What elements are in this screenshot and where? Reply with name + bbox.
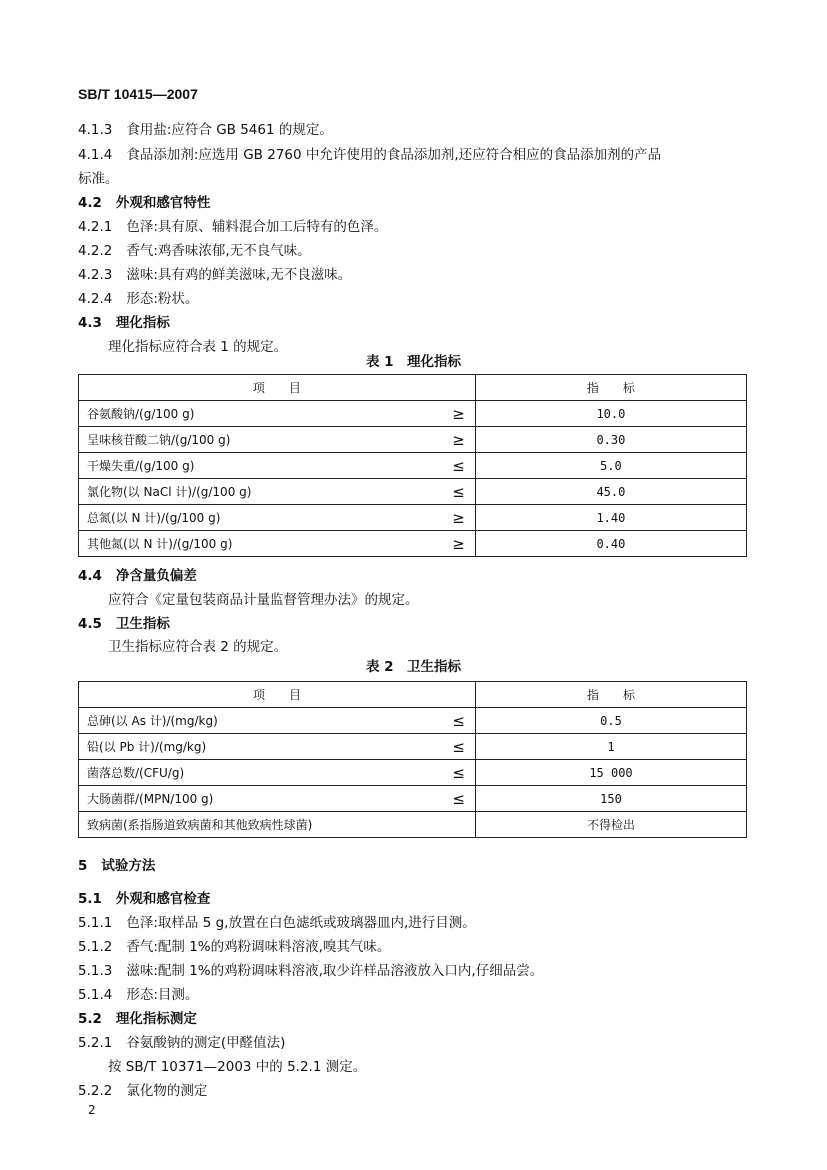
table-row	[79, 505, 747, 531]
row-comparator: ≤	[426, 479, 476, 505]
row-comparator: ≤	[426, 453, 476, 479]
row-comparator: ≤	[426, 734, 476, 760]
clause-number: 5.2	[78, 1011, 102, 1027]
clause-number: 4.2.4	[78, 291, 113, 307]
row-item: 菌落总数/(CFU/g)	[79, 760, 426, 786]
clause-number: 4.2	[78, 195, 102, 211]
clause-text: 形态:目测。	[126, 987, 199, 1003]
clause-number: 5.1.4	[78, 987, 113, 1003]
clause-number: 4.5	[78, 616, 102, 632]
row-value: 15 000	[476, 760, 747, 786]
clause-5-1-3	[78, 961, 543, 981]
row-value: 不得检出	[476, 812, 747, 838]
table-header-row	[79, 682, 747, 708]
clause-4-2-3	[78, 265, 351, 285]
table-row	[79, 453, 747, 479]
row-value: 1.40	[475, 505, 746, 531]
table-row	[79, 427, 747, 453]
clause-text: 滋味:配制 1%的鸡粉调味料溶液,取少许样品溶液放入口内,仔细品尝。	[126, 963, 544, 979]
page-number: 2	[88, 1103, 96, 1117]
table-row	[79, 708, 747, 734]
row-item: 其他氮(以 N 计)/(g/100 g)	[79, 531, 426, 557]
clause-text: 滋味:具有鸡的鲜美滋味,无不良滋味。	[126, 267, 352, 283]
clause-number: 4.2.1	[78, 219, 113, 235]
document-code: SB/T 10415—2007	[78, 86, 198, 102]
clause-number: 4.2.3	[78, 267, 113, 283]
clause-5-2	[78, 1009, 197, 1029]
row-item: 谷氨酸钠/(g/100 g)	[79, 401, 426, 427]
clause-heading: 理化指标测定	[115, 1011, 197, 1027]
clause-text: 食品添加剂:应选用 GB 2760 中允许使用的食品添加剂,还应符合相应的食品添加剂的产品	[126, 147, 662, 163]
clause-heading: 试验方法	[101, 858, 156, 874]
table-row	[79, 812, 747, 838]
table-header-row	[79, 375, 747, 401]
row-value: 0.40	[475, 531, 746, 557]
clause-number: 5.1.1	[78, 915, 113, 931]
clause-number: 4.2.2	[78, 243, 113, 259]
row-comparator: ≥	[426, 401, 476, 427]
clause-heading: 外观和感官特性	[115, 195, 211, 211]
table-row	[79, 531, 747, 557]
clause-number: 4.1.4	[78, 147, 113, 163]
row-item: 铅(以 Pb 计)/(mg/kg)	[79, 734, 426, 760]
clause-4-4	[78, 566, 197, 586]
clause-number: 4.4	[78, 568, 102, 584]
clause-text: 色泽:取样品 5 g,放置在白色滤纸或玻璃器皿内,进行目测。	[126, 915, 476, 931]
clause-4-5	[78, 614, 170, 634]
clause-text: 食用盐:应符合 GB 5461 的规定。	[126, 122, 333, 138]
clause-4-3-text: 理化指标应符合表 1 的规定。	[108, 339, 288, 355]
clause-number: 5.2.1	[78, 1035, 113, 1051]
row-item: 氯化物(以 NaCl 计)/(g/100 g)	[79, 479, 426, 505]
table2	[78, 681, 747, 838]
clause-4-2	[78, 193, 210, 213]
row-value: 0.5	[476, 708, 747, 734]
clause-4-1-4	[78, 145, 661, 165]
row-value: 10.0	[475, 401, 746, 427]
row-item: 总氮(以 N 计)/(g/100 g)	[79, 505, 426, 531]
column-header-value: 指 标	[476, 682, 747, 708]
clause-text: 香气:配制 1%的鸡粉调味料溶液,嗅其气味。	[126, 939, 391, 955]
clause-4-2-4	[78, 289, 198, 309]
clause-heading: 卫生指标	[115, 616, 170, 632]
clause-4-2-2	[78, 241, 311, 261]
section-5	[78, 856, 155, 876]
clause-number: 5.1.2	[78, 939, 113, 955]
clause-4-2-1	[78, 217, 387, 237]
clause-text: 谷氨酸钠的测定(甲醛值法)	[126, 1035, 286, 1051]
table-row	[79, 760, 747, 786]
clause-number: 4.1.3	[78, 122, 113, 138]
clause-5-2-1	[78, 1033, 285, 1053]
column-header-item: 项 目	[79, 375, 476, 401]
row-item: 大肠菌群/(MPN/100 g)	[79, 786, 426, 812]
row-item: 干燥失重/(g/100 g)	[79, 453, 426, 479]
clause-4-3	[78, 313, 170, 333]
clause-4-4-text: 应符合《定量包装商品计量监督管理办法》的规定。	[108, 592, 419, 608]
row-comparator: ≥	[426, 427, 476, 453]
table-row	[79, 401, 747, 427]
clause-heading: 外观和感官检查	[115, 891, 211, 907]
clause-number: 5.2.2	[78, 1083, 113, 1099]
clause-5-1-1	[78, 913, 476, 933]
clause-5-1-2	[78, 937, 390, 957]
clause-number: 5.1.3	[78, 963, 113, 979]
table1	[78, 374, 747, 557]
column-header-value: 指 标	[475, 375, 746, 401]
row-item: 总砷(以 As 计)/(mg/kg)	[79, 708, 426, 734]
clause-text: 氯化物的测定	[126, 1083, 208, 1099]
row-comparator	[426, 812, 476, 838]
clause-heading: 净含量负偏差	[115, 568, 197, 584]
clause-number: 4.3	[78, 315, 102, 331]
row-value: 0.30	[475, 427, 746, 453]
clause-5-1	[78, 889, 210, 909]
table1-caption: 表 1 理化指标	[365, 354, 462, 370]
clause-number: 5	[78, 858, 88, 874]
clause-5-1-4	[78, 985, 198, 1005]
clause-text: 形态:粉状。	[126, 291, 199, 307]
clause-number: 5.1	[78, 891, 102, 907]
row-value: 45.0	[475, 479, 746, 505]
table-row	[79, 786, 747, 812]
row-comparator: ≤	[426, 786, 476, 812]
column-header-item: 项 目	[79, 682, 476, 708]
row-item: 致病菌(系指肠道致病菌和其他致病性球菌)	[79, 812, 426, 838]
clause-4-1-4-continued: 标准。	[78, 171, 119, 187]
clause-5-2-1-text: 按 SB/T 10371—2003 中的 5.2.1 测定。	[108, 1059, 367, 1075]
table-row	[79, 479, 747, 505]
clause-heading: 理化指标	[115, 315, 170, 331]
row-comparator: ≤	[426, 708, 476, 734]
clause-5-2-2	[78, 1081, 207, 1101]
table-row	[79, 734, 747, 760]
row-item: 呈味核苷酸二钠/(g/100 g)	[79, 427, 426, 453]
row-value: 150	[476, 786, 747, 812]
clause-4-1-3	[78, 120, 333, 140]
row-value: 5.0	[475, 453, 746, 479]
table2-caption: 表 2 卫生指标	[365, 659, 462, 675]
clause-text: 香气:鸡香味浓郁,无不良气味。	[126, 243, 311, 259]
row-value: 1	[476, 734, 747, 760]
clause-text: 色泽:具有原、辅料混合加工后特有的色泽。	[126, 219, 388, 235]
row-comparator: ≥	[426, 505, 476, 531]
clause-4-5-text: 卫生指标应符合表 2 的规定。	[108, 639, 288, 655]
row-comparator: ≥	[426, 531, 476, 557]
row-comparator: ≤	[426, 760, 476, 786]
